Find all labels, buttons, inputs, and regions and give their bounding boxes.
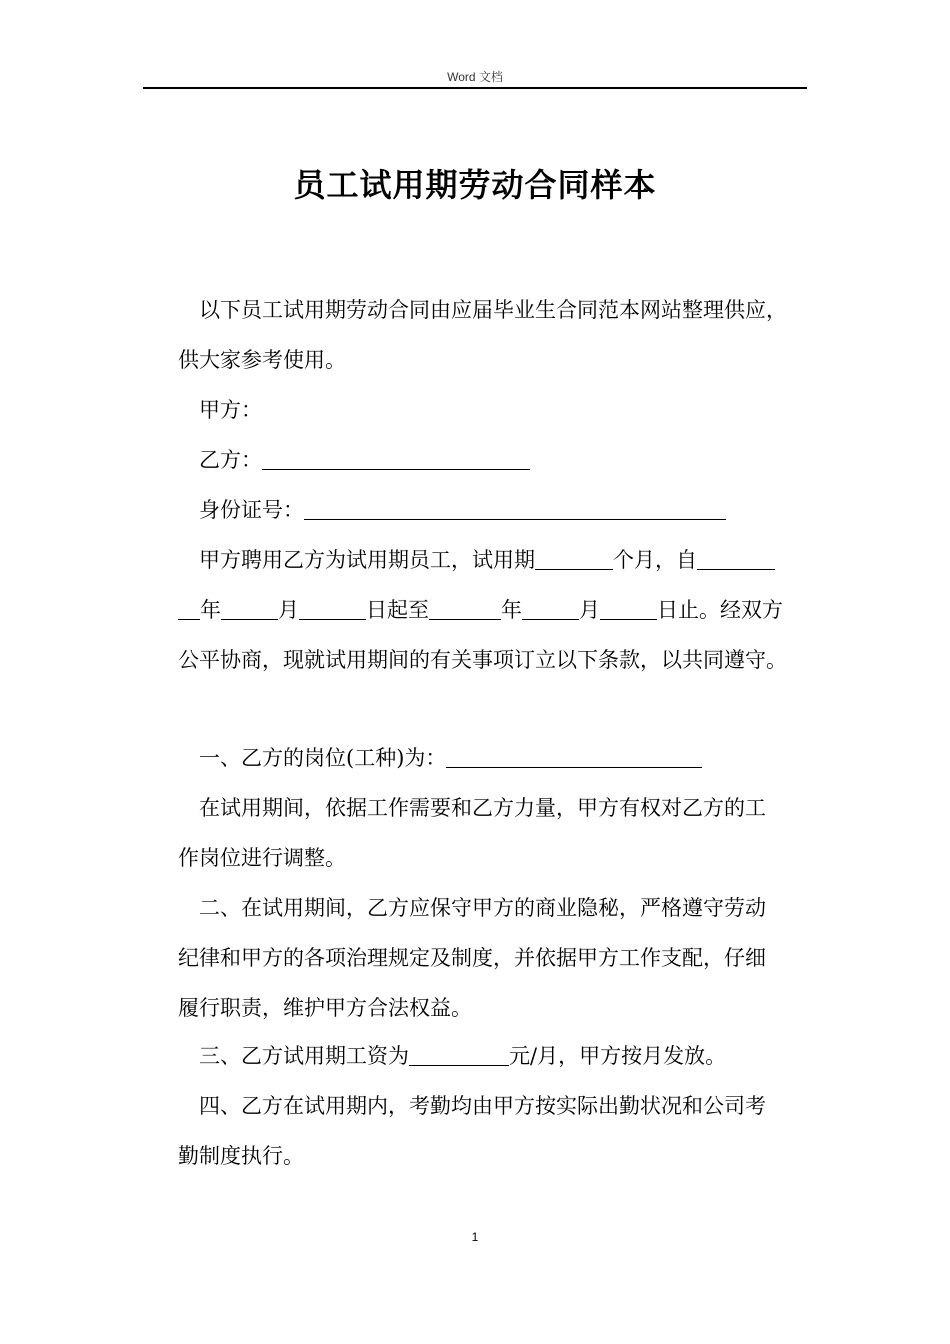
- clause-2-line-2: 纪律和甲方的各项治理规定及制度，并依据甲方工作支配，仔细: [178, 946, 766, 970]
- party-b-line: [199, 445, 530, 475]
- salary-blank[interactable]: [409, 1043, 509, 1066]
- clause-3-text-1: 三、乙方试用期工资为: [199, 1044, 409, 1068]
- page-number: 1: [471, 1230, 479, 1244]
- clause-3-line: [199, 1041, 726, 1071]
- id-number-line: [199, 495, 726, 525]
- document-title: 员工试用期劳动合同样本: [293, 166, 657, 204]
- position-blank[interactable]: [446, 745, 702, 768]
- clause-2-line-1: 二、在试用期间，乙方应保守甲方的商业隐秘，严格遵守劳动: [199, 896, 766, 920]
- probation-line-2: [178, 595, 783, 625]
- clause-1-line-1: 在试用期间，依据工作需要和乙方力量，甲方有权对乙方的工: [199, 796, 766, 820]
- year-label-2: 年: [501, 598, 522, 622]
- clause-4-line-1: 四、乙方在试用期内，考勤均由甲方按实际出勤状况和公司考: [199, 1094, 766, 1118]
- clause-1-line-2: 作岗位进行调整。: [178, 846, 346, 870]
- party-a-line: [199, 395, 262, 425]
- id-number-blank[interactable]: [304, 497, 726, 520]
- probation-line-1: [199, 545, 775, 575]
- month-label-1: 月: [278, 598, 299, 622]
- party-b-blank[interactable]: [262, 447, 530, 470]
- probation-text-1: 甲方聘用乙方为试用期员工，试用期: [199, 548, 535, 572]
- probation-line-3: 公平协商，现就试用期间的有关事项订立以下条款，以共同遵守。: [178, 648, 787, 672]
- month-label-2: 月: [579, 598, 600, 622]
- start-year-blank-b[interactable]: [178, 597, 200, 620]
- header-divider: [143, 87, 807, 89]
- probation-months-blank[interactable]: [535, 547, 613, 570]
- clause-4-line-2: 勤制度执行。: [178, 1144, 304, 1168]
- intro-line-1: 以下员工试用期劳动合同由应届毕业生合同范本网站整理供应，: [199, 298, 787, 322]
- end-month-blank[interactable]: [522, 597, 579, 620]
- clause-1-title-line: [199, 743, 702, 773]
- start-day-blank[interactable]: [299, 597, 366, 620]
- start-year-blank-a[interactable]: [697, 547, 775, 570]
- clause-2-line-3: 履行职责，维护甲方合法权益。: [178, 996, 472, 1020]
- document-header: Word 文档: [447, 70, 503, 84]
- id-number-label: 身份证号：: [199, 498, 304, 522]
- clause-1-title: 一、乙方的岗位(工种)为：: [199, 746, 447, 770]
- day-from-label: 日起至: [366, 598, 429, 622]
- probation-text-2: 个月，自: [613, 548, 697, 572]
- year-label-1: 年: [200, 598, 221, 622]
- party-b-label: 乙方：: [199, 448, 262, 472]
- end-year-blank[interactable]: [429, 597, 501, 620]
- clause-3-text-2: 元/月，甲方按月发放。: [509, 1044, 727, 1068]
- date-stop-label: 日止。经双方: [657, 598, 783, 622]
- end-day-blank[interactable]: [600, 597, 657, 620]
- intro-line-2: 供大家参考使用。: [178, 348, 346, 372]
- start-month-blank[interactable]: [221, 597, 278, 620]
- party-a-label: 甲方：: [199, 398, 262, 422]
